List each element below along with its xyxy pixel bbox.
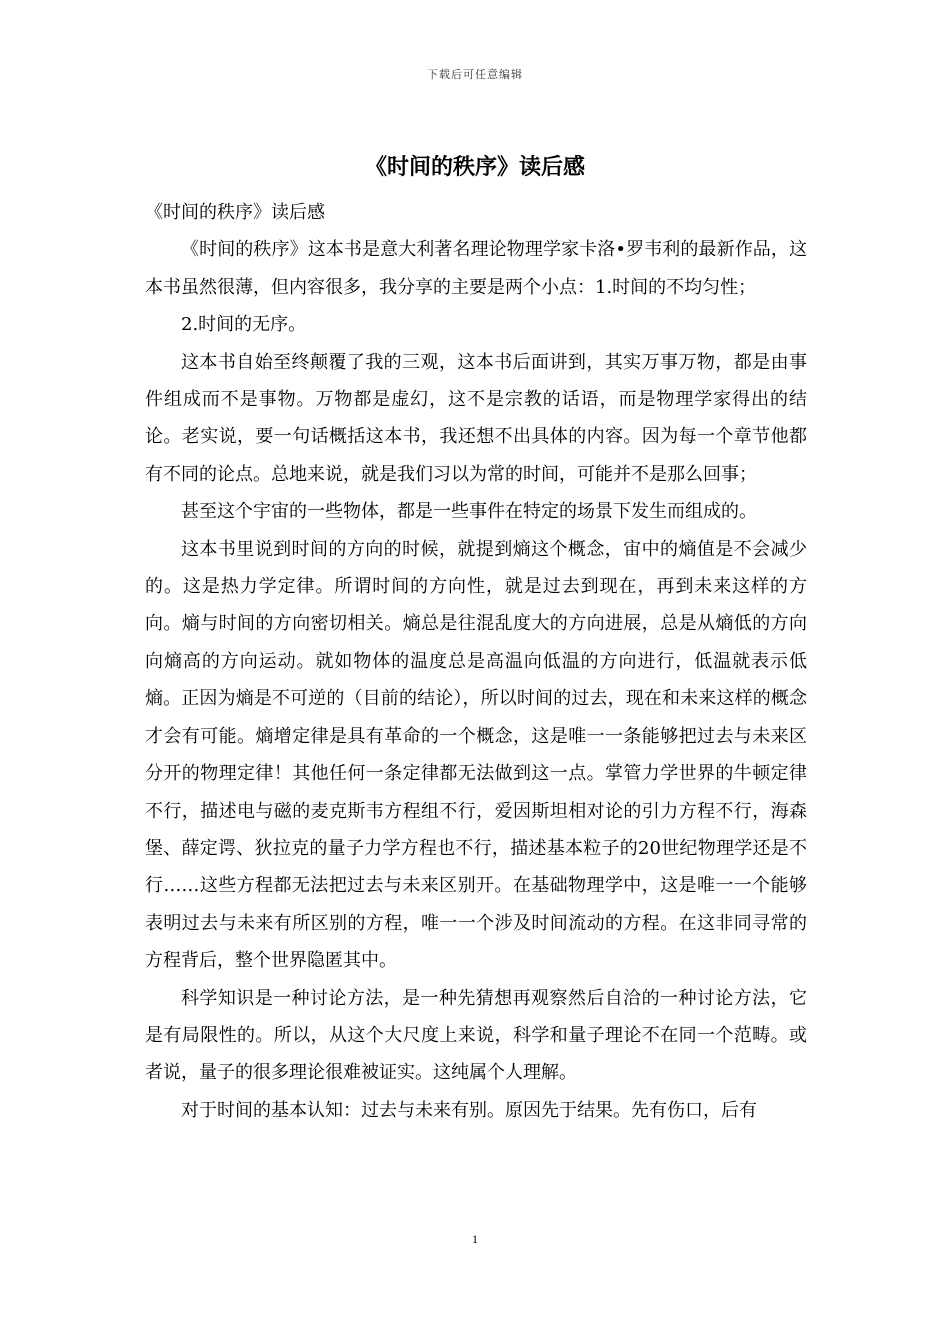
paragraph: 这本书自始至终颠覆了我的三观，这本书后面讲到，其实万事万物，都是由事件组成而不是事物。万物都是虚幻，这不是宗教的话语，而是物理学家得出的结论。老实说，要一句话概括这本书，我还想不出具体的内容。因为每一个章节他都有不同的论点。总地来说，就是我们习以为常的时间，可能并不是那么回事；: [145, 351, 807, 485]
document-body: [145, 194, 807, 1129]
paragraph: 《时间的秩序》这本书是意大利著名理论物理学家卡洛•罗韦利的最新作品，这本书虽然很薄，但内容很多，我分享的主要是两个小点：1.时间的不均匀性；: [145, 239, 807, 298]
paragraph: 甚至这个宇宙的一些物体，都是一些事件在特定的场景下发生而组成的。: [181, 501, 757, 523]
page-number: 1: [472, 1232, 478, 1246]
paragraph: 2.时间的无序。: [181, 314, 307, 336]
paragraph-subtitle: 《时间的秩序》读后感: [145, 202, 325, 223]
paragraph: 科学知识是一种讨论方法，是一种先猜想再观察然后自洽的一种讨论方法，它是有局限性的。所以，从这个大尺度上来说，科学和量子理论不在同一个范畴。或者说，量子的很多理论很难被证实。这纯属个人理解。: [145, 987, 807, 1084]
paragraph: 这本书里说到时间的方向的时候，就提到熵这个概念，宙中的熵值是不会减少的。这是热力学定律。所谓时间的方向性，就是过去到现在，再到未来这样的方向。熵与时间的方向密切相关。熵总是往混乱度大的方向进展，总是从熵低的方向向熵高的方向运动。就如物体的温度总是高温向低温的方向进行，低温就表示低熵。正因为熵是不可逆的（目前的结论），所以时间的过去，现在和未来这样的概念才会有可能。熵增定律是具有革命的一个概念，这是唯一一条能够把过去与未来区分开的物理定律！其他任何一条定律都无法做到这一点。掌管力学世界的牛顿定律不行，描述电与磁的麦克斯韦方程组不行，爱因斯坦相对论的引力方程不行，海森堡、薛定谔、狄拉克的量子力学方程也不行，描述基本粒子的20世纪物理学还是不行……这些方程都无法把过去与未来区别开。在基础物理学中，这是唯一一个能够表明过去与未来有所区别的方程，唯一一个涉及时间流动的方程。在这非同寻常的方程背后，整个世界隐匿其中。: [145, 538, 807, 972]
paragraph: 对于时间的基本认知：过去与未来有别。原因先于结果。先有伤口，后有: [181, 1099, 757, 1121]
page-header: 下载后可任意编辑: [427, 68, 523, 81]
document-title: 《时间的秩序》读后感: [364, 155, 585, 180]
